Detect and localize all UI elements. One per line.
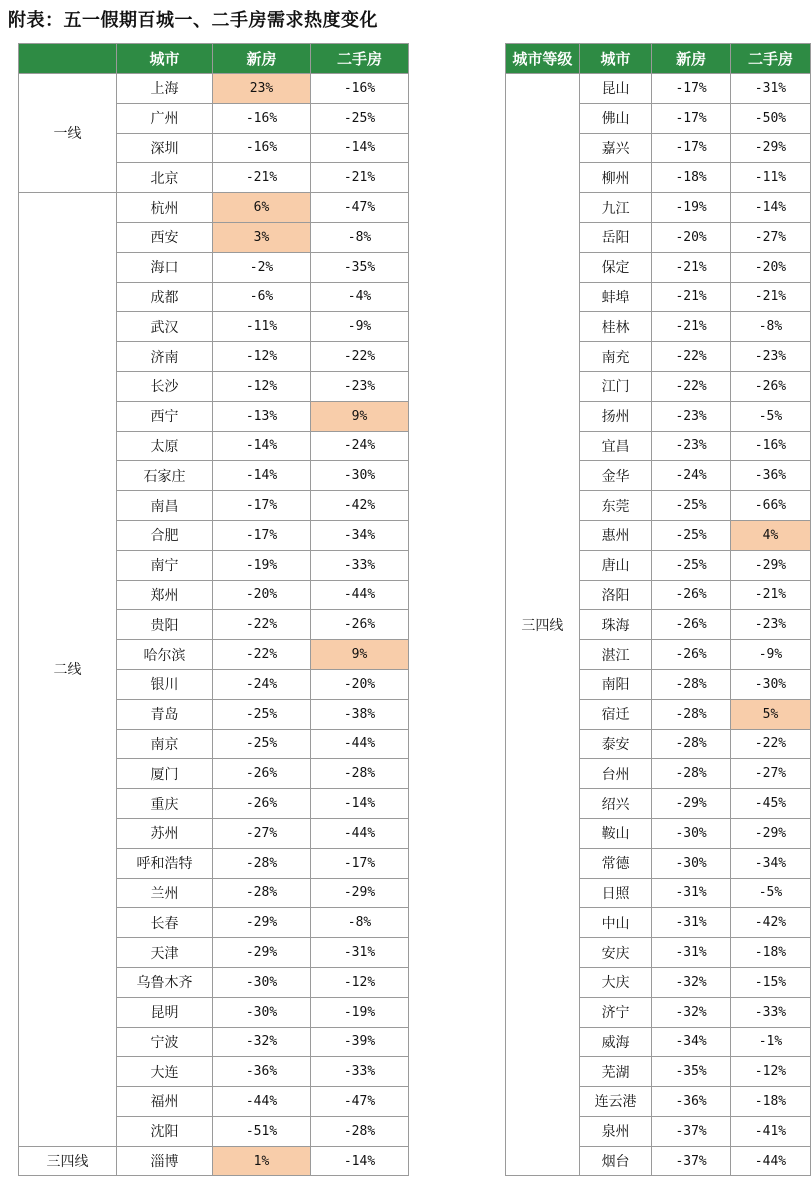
- second-hand-change-cell: -30%: [730, 669, 810, 699]
- city-name-cell: 哈尔滨: [117, 640, 213, 670]
- city-name-cell: 桂林: [579, 312, 651, 342]
- second-hand-change-cell: -31%: [730, 74, 810, 104]
- second-hand-change-cell: -14%: [730, 193, 810, 223]
- second-hand-change-cell: -22%: [311, 342, 409, 372]
- second-hand-change-cell: -29%: [311, 878, 409, 908]
- header-new-home: 新房: [652, 44, 731, 74]
- new-home-change-cell: -34%: [652, 1027, 731, 1057]
- second-hand-change-cell: -27%: [730, 222, 810, 252]
- new-home-change-cell: -21%: [652, 312, 731, 342]
- new-home-change-cell: -32%: [213, 1027, 311, 1057]
- new-home-change-cell: -21%: [652, 252, 731, 282]
- city-name-cell: 北京: [117, 163, 213, 193]
- new-home-change-cell: -30%: [652, 848, 731, 878]
- header-second-hand: 二手房: [730, 44, 810, 74]
- city-name-cell: 郑州: [117, 580, 213, 610]
- city-name-cell: 泰安: [579, 729, 651, 759]
- second-hand-change-cell: -18%: [730, 938, 810, 968]
- city-name-cell: 广州: [117, 103, 213, 133]
- second-hand-change-cell: -23%: [730, 342, 810, 372]
- new-home-change-cell: -32%: [652, 967, 731, 997]
- left-data-table: [18, 43, 409, 1176]
- header-city: 城市: [117, 44, 213, 74]
- new-home-change-cell: 23%: [213, 74, 311, 104]
- second-hand-change-cell: -47%: [311, 193, 409, 223]
- city-tier-cell: 三四线: [506, 74, 580, 1176]
- second-hand-change-cell: -16%: [730, 431, 810, 461]
- second-hand-change-cell: 5%: [730, 699, 810, 729]
- city-name-cell: 太原: [117, 431, 213, 461]
- city-name-cell: 济南: [117, 342, 213, 372]
- city-name-cell: 海口: [117, 252, 213, 282]
- second-hand-change-cell: -11%: [730, 163, 810, 193]
- second-hand-change-cell: -35%: [311, 252, 409, 282]
- new-home-change-cell: -36%: [652, 1087, 731, 1117]
- second-hand-change-cell: -16%: [311, 74, 409, 104]
- new-home-change-cell: -37%: [652, 1116, 731, 1146]
- new-home-change-cell: -25%: [213, 699, 311, 729]
- new-home-change-cell: 1%: [213, 1146, 311, 1176]
- city-name-cell: 台州: [579, 759, 651, 789]
- city-name-cell: 苏州: [117, 818, 213, 848]
- second-hand-change-cell: -34%: [730, 848, 810, 878]
- new-home-change-cell: -2%: [213, 252, 311, 282]
- new-home-change-cell: -44%: [213, 1087, 311, 1117]
- new-home-change-cell: -28%: [213, 848, 311, 878]
- new-home-change-cell: -26%: [213, 759, 311, 789]
- new-home-change-cell: -29%: [652, 789, 731, 819]
- city-name-cell: 济宁: [579, 997, 651, 1027]
- second-hand-change-cell: -12%: [311, 967, 409, 997]
- new-home-change-cell: -32%: [652, 997, 731, 1027]
- second-hand-change-cell: -17%: [311, 848, 409, 878]
- new-home-change-cell: -24%: [213, 669, 311, 699]
- city-name-cell: 长沙: [117, 371, 213, 401]
- city-name-cell: 绍兴: [579, 789, 651, 819]
- new-home-change-cell: -20%: [652, 222, 731, 252]
- new-home-change-cell: -14%: [213, 431, 311, 461]
- second-hand-change-cell: -44%: [311, 729, 409, 759]
- page-title: 附表：五一假期百城一、二手房需求热度变化: [8, 10, 378, 31]
- new-home-change-cell: -12%: [213, 342, 311, 372]
- new-home-change-cell: -25%: [652, 491, 731, 521]
- new-home-change-cell: -28%: [213, 878, 311, 908]
- new-home-change-cell: -26%: [652, 580, 731, 610]
- second-hand-change-cell: -33%: [730, 997, 810, 1027]
- new-home-change-cell: -22%: [652, 371, 731, 401]
- city-name-cell: 沈阳: [117, 1116, 213, 1146]
- new-home-change-cell: -11%: [213, 312, 311, 342]
- city-name-cell: 湛江: [579, 640, 651, 670]
- city-name-cell: 九江: [579, 193, 651, 223]
- second-hand-change-cell: -47%: [311, 1087, 409, 1117]
- new-home-change-cell: -26%: [652, 610, 731, 640]
- new-home-change-cell: -19%: [213, 550, 311, 580]
- second-hand-change-cell: -23%: [730, 610, 810, 640]
- new-home-change-cell: -19%: [652, 193, 731, 223]
- header-tier: [19, 44, 117, 74]
- second-hand-change-cell: -21%: [730, 580, 810, 610]
- second-hand-change-cell: -8%: [730, 312, 810, 342]
- second-hand-change-cell: -34%: [311, 520, 409, 550]
- new-home-change-cell: -30%: [213, 967, 311, 997]
- city-name-cell: 泉州: [579, 1116, 651, 1146]
- city-name-cell: 西安: [117, 222, 213, 252]
- right-table-body: [506, 74, 811, 1176]
- second-hand-change-cell: -5%: [730, 401, 810, 431]
- second-hand-change-cell: 9%: [311, 640, 409, 670]
- city-name-cell: 青岛: [117, 699, 213, 729]
- new-home-change-cell: -31%: [652, 908, 731, 938]
- second-hand-change-cell: -26%: [311, 610, 409, 640]
- new-home-change-cell: -30%: [213, 997, 311, 1027]
- city-name-cell: 连云港: [579, 1087, 651, 1117]
- second-hand-change-cell: -27%: [730, 759, 810, 789]
- city-name-cell: 佛山: [579, 103, 651, 133]
- city-name-cell: 昆明: [117, 997, 213, 1027]
- second-hand-change-cell: -22%: [730, 729, 810, 759]
- second-hand-change-cell: -41%: [730, 1116, 810, 1146]
- new-home-change-cell: -17%: [652, 74, 731, 104]
- new-home-change-cell: -21%: [213, 163, 311, 193]
- second-hand-change-cell: -42%: [730, 908, 810, 938]
- city-name-cell: 中山: [579, 908, 651, 938]
- new-home-change-cell: -20%: [213, 580, 311, 610]
- city-name-cell: 威海: [579, 1027, 651, 1057]
- new-home-change-cell: -27%: [213, 818, 311, 848]
- second-hand-change-cell: -14%: [311, 133, 409, 163]
- new-home-change-cell: -17%: [652, 133, 731, 163]
- city-name-cell: 银川: [117, 669, 213, 699]
- second-hand-change-cell: -31%: [311, 938, 409, 968]
- city-name-cell: 嘉兴: [579, 133, 651, 163]
- second-hand-change-cell: -24%: [311, 431, 409, 461]
- new-home-change-cell: -28%: [652, 699, 731, 729]
- city-name-cell: 常德: [579, 848, 651, 878]
- second-hand-change-cell: -9%: [730, 640, 810, 670]
- new-home-change-cell: -23%: [652, 431, 731, 461]
- city-name-cell: 武汉: [117, 312, 213, 342]
- second-hand-change-cell: 9%: [311, 401, 409, 431]
- new-home-change-cell: -18%: [652, 163, 731, 193]
- second-hand-change-cell: -25%: [311, 103, 409, 133]
- city-name-cell: 芜湖: [579, 1057, 651, 1087]
- new-home-change-cell: -29%: [213, 938, 311, 968]
- city-tier-cell: 三四线: [19, 1146, 117, 1176]
- second-hand-change-cell: -21%: [730, 282, 810, 312]
- second-hand-change-cell: -66%: [730, 491, 810, 521]
- header-second-hand: 二手房: [311, 44, 409, 74]
- city-name-cell: 南充: [579, 342, 651, 372]
- city-name-cell: 唐山: [579, 550, 651, 580]
- new-home-change-cell: 3%: [213, 222, 311, 252]
- new-home-change-cell: -22%: [213, 610, 311, 640]
- city-name-cell: 成都: [117, 282, 213, 312]
- table-header-row: [506, 44, 811, 74]
- second-hand-change-cell: -12%: [730, 1057, 810, 1087]
- new-home-change-cell: -36%: [213, 1057, 311, 1087]
- city-name-cell: 东莞: [579, 491, 651, 521]
- city-name-cell: 呼和浩特: [117, 848, 213, 878]
- second-hand-change-cell: -8%: [311, 908, 409, 938]
- city-name-cell: 上海: [117, 74, 213, 104]
- city-name-cell: 岳阳: [579, 222, 651, 252]
- new-home-change-cell: -16%: [213, 133, 311, 163]
- second-hand-change-cell: -44%: [730, 1146, 810, 1176]
- new-home-change-cell: -35%: [652, 1057, 731, 1087]
- new-home-change-cell: -25%: [213, 729, 311, 759]
- new-home-change-cell: -21%: [652, 282, 731, 312]
- new-home-change-cell: -31%: [652, 938, 731, 968]
- city-name-cell: 南阳: [579, 669, 651, 699]
- second-hand-change-cell: -44%: [311, 818, 409, 848]
- city-name-cell: 厦门: [117, 759, 213, 789]
- new-home-change-cell: -31%: [652, 878, 731, 908]
- city-tier-cell: 二线: [19, 193, 117, 1147]
- new-home-change-cell: -12%: [213, 371, 311, 401]
- city-name-cell: 深圳: [117, 133, 213, 163]
- table-row: [19, 74, 409, 104]
- city-name-cell: 宿迁: [579, 699, 651, 729]
- second-hand-change-cell: -38%: [311, 699, 409, 729]
- city-name-cell: 天津: [117, 938, 213, 968]
- new-home-change-cell: -37%: [652, 1146, 731, 1176]
- new-home-change-cell: -22%: [652, 342, 731, 372]
- city-name-cell: 洛阳: [579, 580, 651, 610]
- second-hand-change-cell: -30%: [311, 461, 409, 491]
- city-name-cell: 大连: [117, 1057, 213, 1087]
- city-name-cell: 南宁: [117, 550, 213, 580]
- new-home-change-cell: -23%: [652, 401, 731, 431]
- new-home-change-cell: -17%: [213, 491, 311, 521]
- second-hand-change-cell: -19%: [311, 997, 409, 1027]
- city-name-cell: 兰州: [117, 878, 213, 908]
- new-home-change-cell: 6%: [213, 193, 311, 223]
- header-new-home: 新房: [213, 44, 311, 74]
- new-home-change-cell: -22%: [213, 640, 311, 670]
- new-home-change-cell: -51%: [213, 1116, 311, 1146]
- new-home-change-cell: -24%: [652, 461, 731, 491]
- table-row: [19, 193, 409, 223]
- second-hand-change-cell: -29%: [730, 818, 810, 848]
- city-name-cell: 南京: [117, 729, 213, 759]
- second-hand-change-cell: -9%: [311, 312, 409, 342]
- second-hand-change-cell: -4%: [311, 282, 409, 312]
- city-name-cell: 宁波: [117, 1027, 213, 1057]
- city-name-cell: 淄博: [117, 1146, 213, 1176]
- city-tier-cell: 一线: [19, 74, 117, 193]
- second-hand-change-cell: -39%: [311, 1027, 409, 1057]
- second-hand-change-cell: -15%: [730, 967, 810, 997]
- city-name-cell: 蚌埠: [579, 282, 651, 312]
- city-name-cell: 安庆: [579, 938, 651, 968]
- second-hand-change-cell: -44%: [311, 580, 409, 610]
- city-name-cell: 杭州: [117, 193, 213, 223]
- new-home-change-cell: -25%: [652, 520, 731, 550]
- second-hand-change-cell: -42%: [311, 491, 409, 521]
- second-hand-change-cell: -36%: [730, 461, 810, 491]
- city-name-cell: 日照: [579, 878, 651, 908]
- new-home-change-cell: -16%: [213, 103, 311, 133]
- city-name-cell: 重庆: [117, 789, 213, 819]
- second-hand-change-cell: -33%: [311, 550, 409, 580]
- right-data-table: [505, 43, 811, 1176]
- second-hand-change-cell: -29%: [730, 550, 810, 580]
- city-name-cell: 石家庄: [117, 461, 213, 491]
- new-home-change-cell: -28%: [652, 669, 731, 699]
- new-home-change-cell: -6%: [213, 282, 311, 312]
- new-home-change-cell: -28%: [652, 729, 731, 759]
- second-hand-change-cell: -5%: [730, 878, 810, 908]
- new-home-change-cell: -13%: [213, 401, 311, 431]
- table-row: [506, 74, 811, 104]
- city-name-cell: 扬州: [579, 401, 651, 431]
- city-name-cell: 江门: [579, 371, 651, 401]
- second-hand-change-cell: -23%: [311, 371, 409, 401]
- header-city: 城市: [579, 44, 651, 74]
- city-name-cell: 贵阳: [117, 610, 213, 640]
- city-name-cell: 昆山: [579, 74, 651, 104]
- city-name-cell: 西宁: [117, 401, 213, 431]
- second-hand-change-cell: -29%: [730, 133, 810, 163]
- city-name-cell: 烟台: [579, 1146, 651, 1176]
- left-table-body: [19, 74, 409, 1176]
- new-home-change-cell: -30%: [652, 818, 731, 848]
- second-hand-change-cell: -33%: [311, 1057, 409, 1087]
- city-name-cell: 长春: [117, 908, 213, 938]
- second-hand-change-cell: -14%: [311, 789, 409, 819]
- second-hand-change-cell: -18%: [730, 1087, 810, 1117]
- new-home-change-cell: -26%: [213, 789, 311, 819]
- city-name-cell: 保定: [579, 252, 651, 282]
- second-hand-change-cell: -20%: [311, 669, 409, 699]
- city-name-cell: 金华: [579, 461, 651, 491]
- city-name-cell: 合肥: [117, 520, 213, 550]
- second-hand-change-cell: -14%: [311, 1146, 409, 1176]
- header-tier: 城市等级: [506, 44, 580, 74]
- city-name-cell: 鞍山: [579, 818, 651, 848]
- new-home-change-cell: -28%: [652, 759, 731, 789]
- second-hand-change-cell: -8%: [311, 222, 409, 252]
- new-home-change-cell: -26%: [652, 640, 731, 670]
- city-name-cell: 柳州: [579, 163, 651, 193]
- city-name-cell: 大庆: [579, 967, 651, 997]
- second-hand-change-cell: -21%: [311, 163, 409, 193]
- table-row: [19, 1146, 409, 1176]
- second-hand-change-cell: -1%: [730, 1027, 810, 1057]
- new-home-change-cell: -17%: [652, 103, 731, 133]
- second-hand-change-cell: -45%: [730, 789, 810, 819]
- new-home-change-cell: -17%: [213, 520, 311, 550]
- city-name-cell: 南昌: [117, 491, 213, 521]
- city-name-cell: 福州: [117, 1087, 213, 1117]
- new-home-change-cell: -14%: [213, 461, 311, 491]
- city-name-cell: 乌鲁木齐: [117, 967, 213, 997]
- table-header-row: [19, 44, 409, 74]
- city-name-cell: 惠州: [579, 520, 651, 550]
- second-hand-change-cell: 4%: [730, 520, 810, 550]
- city-name-cell: 珠海: [579, 610, 651, 640]
- city-name-cell: 宜昌: [579, 431, 651, 461]
- second-hand-change-cell: -28%: [311, 1116, 409, 1146]
- second-hand-change-cell: -26%: [730, 371, 810, 401]
- second-hand-change-cell: -20%: [730, 252, 810, 282]
- new-home-change-cell: -25%: [652, 550, 731, 580]
- new-home-change-cell: -29%: [213, 908, 311, 938]
- second-hand-change-cell: -28%: [311, 759, 409, 789]
- second-hand-change-cell: -50%: [730, 103, 810, 133]
